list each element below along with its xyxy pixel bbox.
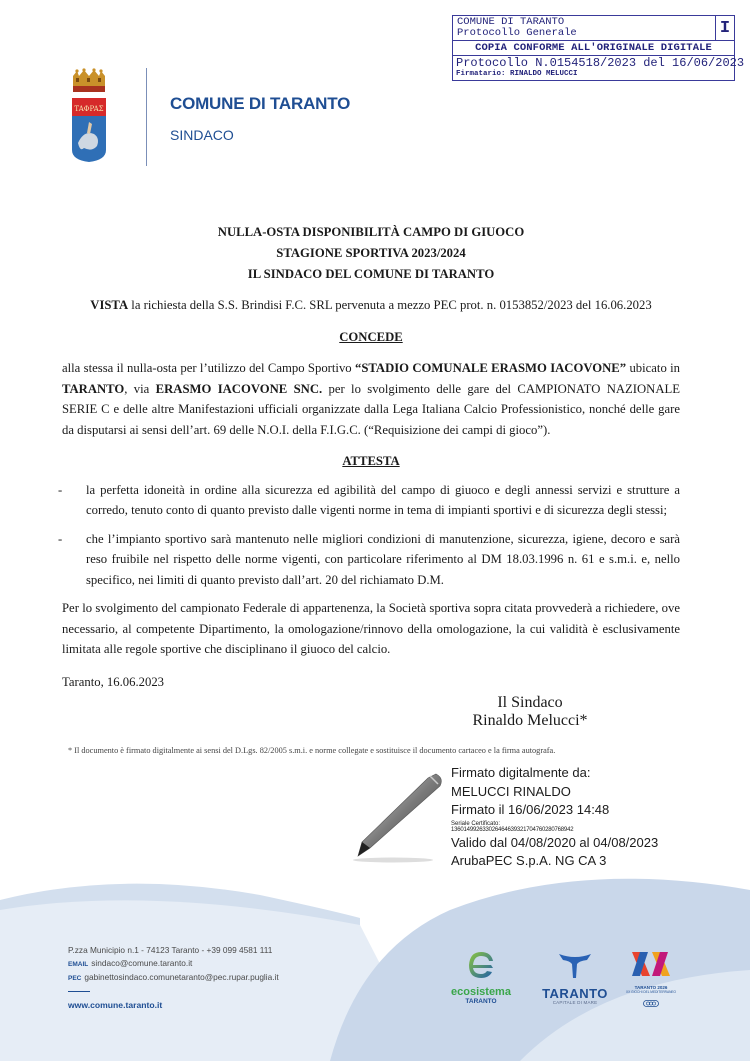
stamp-copy-note: COPIA CONFORME ALL'ORIGINALE DIGITALE [453,41,734,56]
pec-label: PEC [68,975,82,982]
text-run: alla stessa il nulla-osta per l’utilizzo del Campo Sportivo [62,361,355,375]
stamp-protocol-number: Protocollo N.0154518/2023 del 16/06/2023 [456,56,745,70]
crest-motto: TAΦPAΣ [74,105,104,113]
olympic-rings-icon [643,1000,659,1007]
stamp-direction-mark: I [715,16,734,40]
digital-signature-block [451,764,658,871]
list-item-text: che l’impianto sportivo sarà mantenuto nelle migliori condizioni di manutenzione, sicurezza, igiene, decoro e sarà reso fruibile nel rispetto delle norme vigenti, con particolare riferimento al DM 18.03.1996 n. 61 e s.m.i. e, nello specifico, nei limiti di quanto previsto dall’art. 20 del richiamato D.M. [86,531,680,587]
closing-paragraph: Per lo svolgimento del campionato Federale di appartenenza, la Società sportiva sopra citata provvederà a richiedere, ove necessario, al competente Dipartimento, la omologazione/rinnovo della omologazione, la cui validità è esclusivamente limitata alle regole sportive che disciplinano il giuoco del calcio. [62,601,680,656]
protocol-stamp [452,15,745,81]
eco-sub: TARANTO [465,998,497,1005]
doc-title-line: IL SINDACO DEL COMUNE DI TARANTO [247,267,495,281]
stamp-signer: Firmatario: RINALDO MELUCCI [456,70,578,78]
city-name: TARANTO [62,381,125,396]
taranto-t-icon [557,950,593,980]
vista-label: VISTA [90,298,129,312]
email-label: EMAIL [68,961,89,968]
email-link[interactable]: sindaco@comune.taranto.it [91,958,193,968]
attesta-list [58,480,680,591]
bullet-marker: - [58,482,63,497]
certificate-issuer: ArubaPEC S.p.A. NG CA 3 [451,853,607,868]
address: P.zza Municipio n.1 - 74123 Taranto - +39 099 4581 111 [68,945,273,955]
signer-name: MELUCCI RINALDO [451,783,571,799]
pec-link[interactable]: gabinettosindaco.comunetaranto@pec.rupar.puglia.it [84,972,279,982]
text-run: ubicato in [626,361,681,375]
vista-line [62,295,680,316]
taranto-sub: CAPITALE DI MARE [552,1000,598,1005]
doc-title-line: STAGIONE SPORTIVA 2023/2024 [276,246,466,260]
vista-text: la richiesta della S.S. Brindisi F.C. SRL pervenuta a mezzo PEC prot. n. 0153852/2023 del 16.06.2023 [128,298,652,312]
document-body [58,222,681,692]
footnote: * Il documento è firmato digitalmente ai sensi del D.Lgs. 82/2005 s.m.i. e norme collegate e sostituisce il documento cartaceo e la firma autografa. [68,746,556,755]
doc-title-line: NULLA-OSTA DISPONIBILITÀ CAMPO DI GIUOCO [217,225,525,239]
stamp-org: COMUNE DI TARANTO [457,16,565,28]
stadium-name: “STADIO COMUNALE ERASMO IACOVONE” [355,361,627,375]
games-name: TARANTO 2026 [634,985,668,990]
contact-info [68,944,279,1012]
list-item [58,480,680,521]
text-run: , via [124,381,156,396]
concede-paragraph [62,358,680,440]
eco-name: ecosistema [451,986,511,998]
office-name: SINDACO [170,127,234,143]
contact-divider [68,991,90,992]
email-line [68,957,279,971]
list-item-text: la perfetta idoneità in ordine alla sicurezza ed agibilità del campo di giuoco e degli annessi servizi e strutture a corredo, tenuto conto di quanto previsto dalle vigenti norme in tema di impianti sportivi e di sicurezza degli stessi; [86,482,680,517]
pec-line [68,971,279,985]
pen-icon [348,768,448,863]
signature-role: Il Sindaco [497,694,563,711]
certificate-serial: 136014992633026464639321704760280768942 [451,826,574,833]
ecosistema-taranto-logo [440,950,522,1005]
street-name: ERASMO IACOVONE SNC. [155,381,323,396]
list-item [58,529,680,591]
taranto-2026-games-logo [622,950,680,1012]
signed-at: Firmato il 16/06/2023 14:48 [451,802,610,817]
attesta-heading: ATTESTA [342,454,400,468]
certificate-validity: Valido dal 04/08/2020 al 04/08/2023 [451,834,659,850]
org-name: COMUNE DI TARANTO [170,94,351,113]
bullet-marker: - [58,531,63,546]
place-date: Taranto, 16.06.2023 [62,674,165,689]
concede-heading: CONCEDE [339,329,403,344]
website-link[interactable]: www.comune.taranto.it [68,1000,163,1010]
taranto-capitale-di-mare-logo [537,950,613,1005]
games-sub: XX GIOCHI DEL MEDITERRANEO [625,990,676,994]
signature-name: Rinaldo Melucci* [472,712,588,729]
signed-by-label: Firmato digitalmente da: [451,765,591,780]
signature-block [470,694,590,730]
taranto-name: TARANTO [542,986,608,1001]
stamp-registry: Protocollo Generale [457,27,577,39]
header-divider [146,68,147,166]
text-run: per lo svolgimento delle gare del CAMPIONATO NAZIONALE SERIE C e delle altre Manifestazioni ufficiali organizzate dalla Lega Italiana Calcio Professionistico, nonché delle gare da disputarsi ai sensi dell’art. 69 delle N.O.I. della F.I.G.C. (“Requisizione dei campi di gioco”). [62,381,680,437]
ecosistema-e-icon [467,950,495,980]
serial-label: Seriale Certificato: [451,820,501,827]
games-xx-icon [630,950,672,978]
taranto-crest-icon [70,68,108,163]
